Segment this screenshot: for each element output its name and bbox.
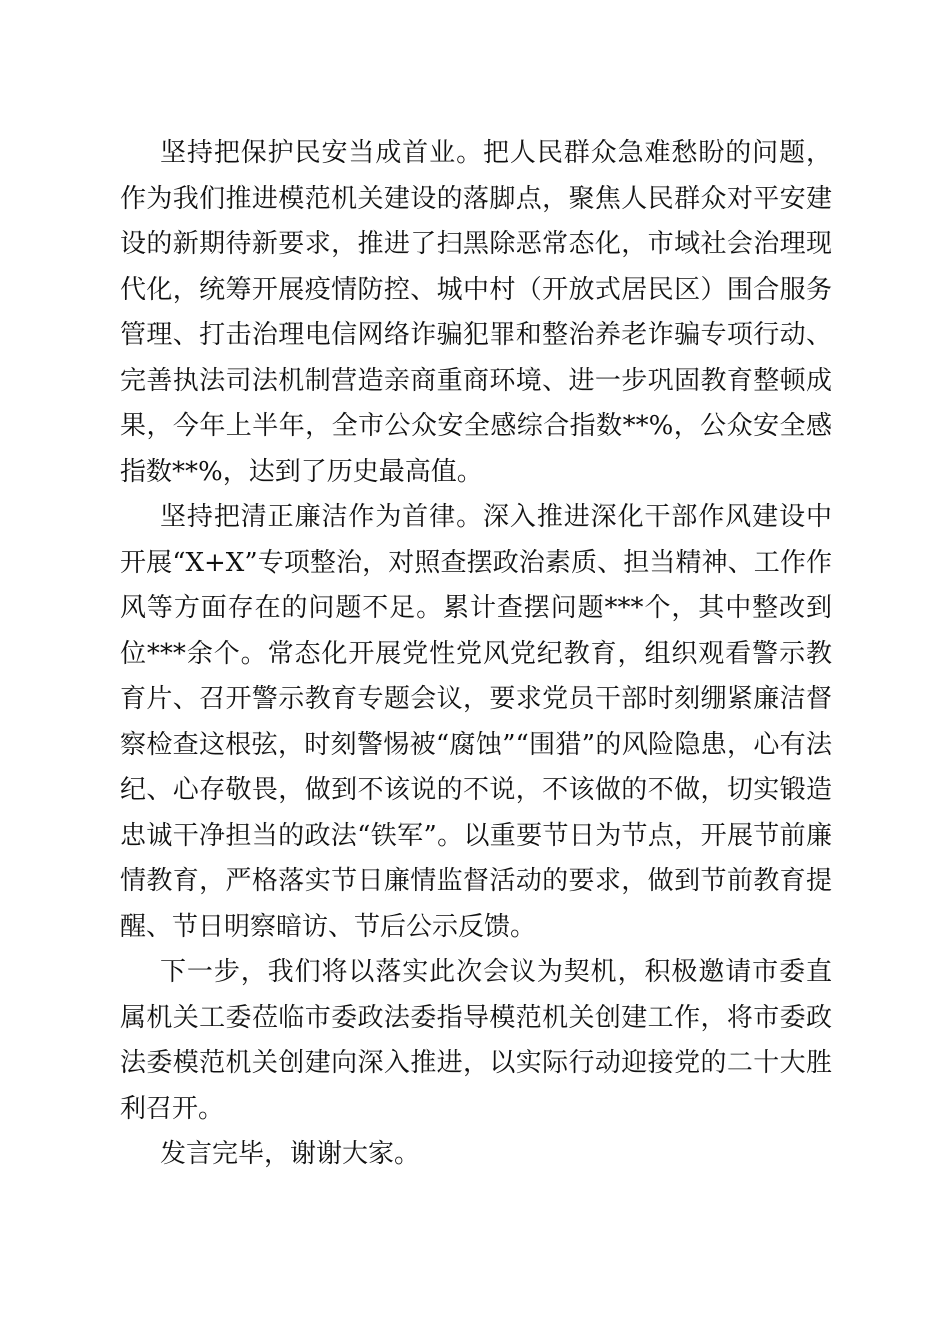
paragraph-closing: 发言完毕，谢谢大家。 <box>160 1139 421 1169</box>
document-body <box>120 131 832 1178</box>
paragraph-public-safety: 坚持把保护民安当成首业。把人民群众急难愁盼的问题，作为我们推进模范机关建设的落脚点，聚焦人民群众对平安建设的新期待新要求，推进了扫黑除恶常态化，市域社会治理现代化，统筹开展疫情防控、城中村（开放式居民区）围合服务管理、打击治理电信网络诈骗犯罪和整治养老诈骗专项行动、完善执法司法机制营造亲商重商环境、进一步巩固教育整顿成果，今年上半年，全市公众安全感综合指数**%，公众安全感指数**%，达到了历史最高值。 <box>120 138 832 487</box>
paragraph-integrity: 坚持把清正廉洁作为首律。深入推进深化干部作风建设中开展“X+X”专项整治，对照查摆政治素质、担当精神、工作作风等方面存在的问题不足。累计查摆问题***个，其中整改到位***余个。常态化开展党性党风党纪教育，组织观看警示教育片、召开警示教育专题会议，要求党员干部时刻绷紧廉洁督察检查这根弦，时刻警惕被“腐蚀”“围猎”的风险隐患，心有法纪、心存敬畏，做到不该说的不说，不该做的不做，切实锻造忠诚干净担当的政法“铁军”。以重要节日为节点，开展节前廉情教育，严格落实节日廉情监督活动的要求，做到节前教育提醒、节日明察暗访、节后公示反馈。 <box>120 502 832 942</box>
paragraph-next-steps: 下一步，我们将以落实此次会议为契机，积极邀请市委直属机关工委莅临市委政法委指导模范机关创建工作，将市委政法委模范机关创建向深入推进，以实际行动迎接党的二十大胜利召开。 <box>120 957 832 1124</box>
